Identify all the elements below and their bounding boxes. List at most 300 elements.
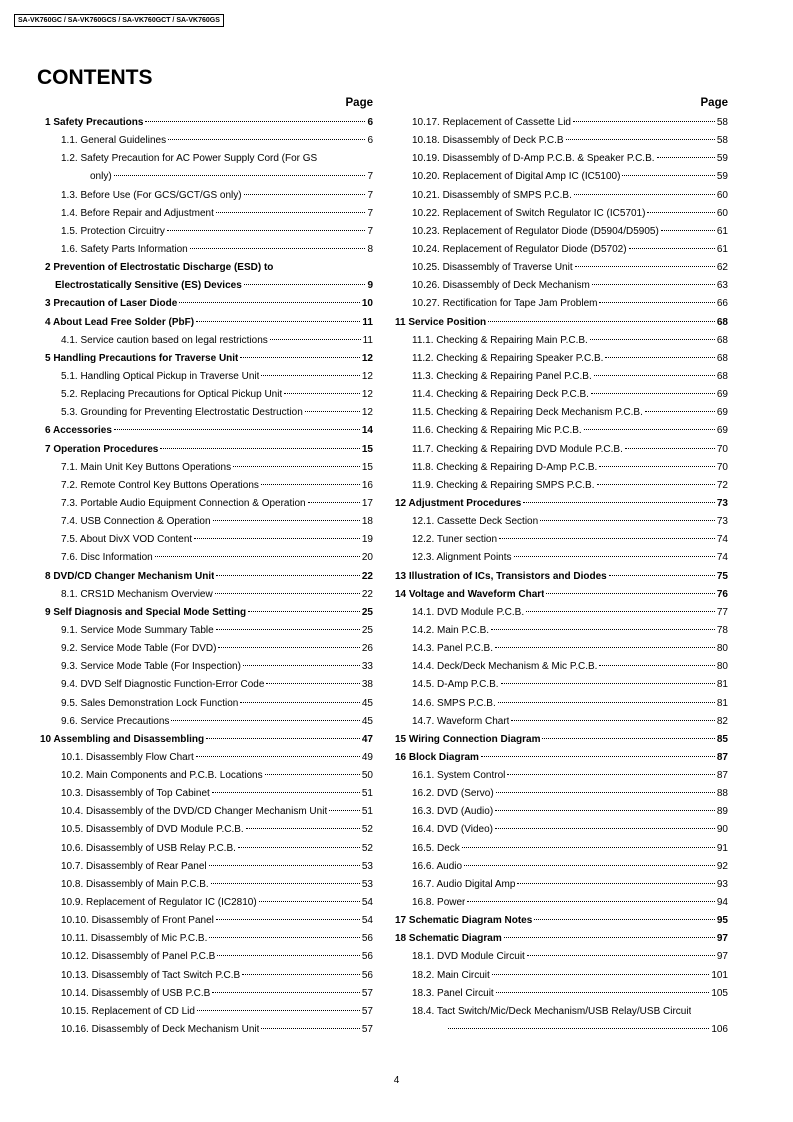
toc-entry[interactable]: [37, 821, 373, 839]
toc-entry[interactable]: [37, 840, 373, 858]
toc-entry[interactable]: [392, 586, 728, 604]
dot-leader: [145, 121, 365, 122]
dot-leader: [629, 248, 715, 249]
dot-leader: [114, 175, 366, 176]
toc-entry[interactable]: [392, 332, 728, 350]
toc-entry[interactable]: [392, 640, 728, 658]
toc-entry[interactable]: [37, 713, 373, 731]
toc-entry-page: 70: [716, 443, 728, 455]
toc-entry[interactable]: [37, 1021, 373, 1039]
toc-entry-title: 16.3. DVD (Audio): [412, 806, 494, 818]
toc-entry[interactable]: [37, 658, 373, 676]
toc-entry[interactable]: [392, 277, 728, 295]
toc-entry[interactable]: [392, 168, 728, 186]
dot-leader: [261, 375, 359, 376]
toc-entry[interactable]: [392, 803, 728, 821]
toc-entry[interactable]: [392, 459, 728, 477]
toc-entry[interactable]: [37, 422, 373, 440]
dot-leader: [507, 774, 715, 775]
toc-entry-title: 9 Self Diagnosis and Special Mode Setting: [45, 606, 247, 618]
toc-entry-title: 7.5. About DivX VOD Content: [61, 534, 193, 546]
dot-leader: [495, 647, 715, 648]
toc-entry-page: 12: [361, 407, 373, 419]
toc-entry[interactable]: [392, 1003, 728, 1021]
dot-leader: [495, 828, 715, 829]
toc-entry[interactable]: [392, 1021, 728, 1039]
toc-entry-page: 68: [716, 316, 728, 328]
toc-entry[interactable]: [392, 912, 728, 930]
dot-leader: [194, 538, 360, 539]
toc-list: [37, 114, 373, 1039]
dot-leader: [196, 756, 360, 757]
toc-entry-page: 26: [361, 643, 373, 655]
toc-entry-page: 50: [361, 770, 373, 782]
dot-leader: [211, 883, 360, 884]
toc-entry-title: 10.14. Disassembly of USB P.C.B: [61, 987, 211, 999]
toc-entry[interactable]: [392, 441, 728, 459]
toc-entry[interactable]: [37, 858, 373, 876]
page-column-header: Page: [700, 97, 728, 109]
toc-entry-page: 88: [716, 788, 728, 800]
toc-entry-page: 12: [361, 352, 373, 364]
toc-entry[interactable]: [37, 948, 373, 966]
toc-entry-page: 6: [367, 135, 373, 147]
toc-entry[interactable]: [37, 495, 373, 513]
toc-entry[interactable]: [392, 531, 728, 549]
toc-entry-page: 52: [361, 824, 373, 836]
toc-entry[interactable]: [37, 622, 373, 640]
toc-entry-page: 49: [361, 751, 373, 763]
dot-leader: [488, 321, 715, 322]
toc-entry-page: 59: [716, 171, 728, 183]
dot-leader: [657, 157, 715, 158]
toc-left-column: [37, 96, 373, 1039]
toc-entry-page: 57: [361, 1024, 373, 1036]
toc-entry[interactable]: [37, 785, 373, 803]
toc-entry-title: 16.1. System Control: [412, 770, 506, 782]
toc-entry-title: 10.2. Main Components and P.C.B. Locations: [61, 770, 263, 782]
toc-entry[interactable]: [392, 187, 728, 205]
toc-entry[interactable]: [392, 622, 728, 640]
toc-entry-title: 14.1. DVD Module P.C.B.: [412, 606, 525, 618]
dot-leader: [197, 1010, 360, 1011]
toc-entry[interactable]: [37, 187, 373, 205]
toc-entry-title: 9.2. Service Mode Table (For DVD): [61, 643, 217, 655]
toc-entry-title: 12.1. Cassette Deck Section: [412, 516, 539, 528]
dot-leader: [196, 321, 360, 322]
toc-entry-page: 69: [716, 389, 728, 401]
toc-entry[interactable]: [37, 1003, 373, 1021]
dot-leader: [329, 810, 360, 811]
toc-entry-title: 1.2. Safety Precaution for AC Power Supply Cord (For GS: [61, 153, 318, 165]
toc-entry-page: 59: [716, 153, 728, 165]
toc-entry-title: 11.1. Checking & Repairing Main P.C.B.: [412, 334, 588, 346]
toc-entry[interactable]: [37, 568, 373, 586]
toc-entry-title: 14.4. Deck/Deck Mechanism & Mic P.C.B.: [412, 661, 598, 673]
dot-leader: [240, 357, 359, 358]
dot-leader: [597, 484, 715, 485]
toc-entry-page: 14: [361, 425, 373, 437]
toc-entry[interactable]: [37, 350, 373, 368]
toc-entry[interactable]: [37, 894, 373, 912]
toc-entry[interactable]: [392, 821, 728, 839]
dot-leader: [542, 738, 714, 739]
toc-entry-title: 4 About Lead Free Solder (PbF): [45, 316, 195, 328]
toc-entry-title: 6 Accessories: [45, 425, 112, 437]
toc-entry-page: 53: [361, 878, 373, 890]
toc-entry[interactable]: [392, 894, 728, 912]
dot-leader: [240, 702, 360, 703]
dot-leader: [645, 411, 715, 412]
toc-entry[interactable]: [392, 132, 728, 150]
dot-leader: [212, 992, 360, 993]
toc-entry-title: 9.6. Service Precautions: [61, 715, 170, 727]
dot-leader: [526, 611, 715, 612]
toc-entry[interactable]: [392, 295, 728, 313]
dot-leader: [212, 792, 360, 793]
toc-entry[interactable]: [392, 495, 728, 513]
toc-entry[interactable]: [37, 695, 373, 713]
dot-leader: [216, 919, 360, 920]
toc-entry-page: 82: [716, 715, 728, 727]
dot-leader: [609, 575, 715, 576]
toc-entry-title: 18.1. DVD Module Circuit: [412, 951, 525, 963]
dot-leader: [284, 393, 360, 394]
toc-entry[interactable]: [392, 114, 728, 132]
toc-entry[interactable]: [37, 767, 373, 785]
toc-entry[interactable]: [37, 749, 373, 767]
toc-entry[interactable]: [392, 368, 728, 386]
toc-entry-title: 10.12. Disassembly of Panel P.C.B: [61, 951, 216, 963]
dot-leader: [448, 1028, 709, 1029]
toc-entry[interactable]: [37, 168, 373, 186]
toc-entry-title: 12.3. Alignment Points: [412, 552, 512, 564]
toc-entry[interactable]: [37, 930, 373, 948]
toc-entry[interactable]: [37, 549, 373, 567]
dot-leader: [209, 937, 360, 938]
toc-entry-page: 87: [716, 751, 728, 763]
toc-entry-page: 87: [716, 770, 728, 782]
toc-entry-title: 11.2. Checking & Repairing Speaker P.C.B.: [412, 352, 604, 364]
toc-entry-page: 7: [367, 207, 373, 219]
toc-entry-page: 66: [716, 298, 728, 310]
toc-entry-title: 11.6. Checking & Repairing Mic P.C.B.: [412, 425, 582, 437]
toc-entry-title: 3 Precaution of Laser Diode: [45, 298, 178, 310]
toc-entry-page: 52: [361, 842, 373, 854]
toc-entry-title: 16 Block Diagram: [395, 751, 479, 763]
toc-entry-title: 7 Operation Procedures: [45, 443, 159, 455]
toc-entry-page: 51: [361, 788, 373, 800]
toc-entry[interactable]: [37, 114, 373, 132]
toc-entry[interactable]: [37, 332, 373, 350]
toc-entry[interactable]: [392, 749, 728, 767]
toc-entry[interactable]: [392, 658, 728, 676]
toc-entry-page: 45: [361, 715, 373, 727]
dot-leader: [661, 230, 715, 231]
dot-leader: [492, 974, 710, 975]
toc-entry[interactable]: [392, 549, 728, 567]
toc-entry-title: 5.1. Handling Optical Pickup in Traverse Unit: [61, 370, 260, 382]
dot-leader: [244, 194, 366, 195]
toc-entry[interactable]: [37, 985, 373, 1003]
toc-entry-page: 45: [361, 697, 373, 709]
toc-entry-page: 56: [361, 951, 373, 963]
toc-entry-title: 10.25. Disassembly of Traverse Unit: [412, 262, 573, 274]
toc-entry[interactable]: [392, 930, 728, 948]
dot-leader: [167, 230, 366, 231]
toc-entry[interactable]: [37, 314, 373, 332]
dot-leader: [622, 175, 714, 176]
toc-entry[interactable]: [392, 422, 728, 440]
toc-entry-title: 10.16. Disassembly of Deck Mechanism Unit: [61, 1024, 260, 1036]
toc-entry-title: 10.18. Disassembly of Deck P.C.B: [412, 135, 564, 147]
toc-entry-title: 7.3. Portable Audio Equipment Connection & Operation: [61, 497, 306, 509]
toc-entry-page: 62: [716, 262, 728, 274]
toc-entry-title: 1.4. Before Repair and Adjustment: [61, 207, 214, 219]
dot-leader: [206, 738, 360, 739]
dot-leader: [584, 429, 715, 430]
toc-entry-page: 92: [716, 860, 728, 872]
toc-entry[interactable]: [392, 314, 728, 332]
dot-leader: [499, 538, 715, 539]
dot-leader: [155, 556, 360, 557]
toc-entry[interactable]: [37, 223, 373, 241]
toc-entry-title: 12 Adjustment Procedures: [395, 497, 522, 509]
toc-entry-title: 5.2. Replacing Precautions for Optical Pickup Unit: [61, 389, 283, 401]
toc-entry-page: 19: [361, 534, 373, 546]
toc-entry[interactable]: [392, 676, 728, 694]
toc-entry-title: 11 Service Position: [395, 316, 487, 328]
toc-entry-page: 17: [361, 497, 373, 509]
dot-leader: [590, 339, 715, 340]
toc-entry-title: 1.1. General Guidelines: [61, 135, 167, 147]
toc-entry-title: 10.3. Disassembly of Top Cabinet: [61, 788, 210, 800]
dot-leader: [233, 466, 360, 467]
dot-leader: [517, 883, 714, 884]
toc-entry-page: 25: [361, 624, 373, 636]
toc-entry[interactable]: [37, 912, 373, 930]
toc-entry-page: 76: [716, 588, 728, 600]
toc-entry[interactable]: [37, 132, 373, 150]
toc-entry-page: 95: [716, 915, 728, 927]
toc-entry[interactable]: [392, 477, 728, 495]
toc-entry[interactable]: [37, 295, 373, 313]
toc-entry-page: 61: [716, 225, 728, 237]
dot-leader: [160, 448, 360, 449]
toc-entry[interactable]: [37, 277, 373, 295]
dot-leader: [246, 828, 360, 829]
toc-entry[interactable]: [37, 404, 373, 422]
toc-entry[interactable]: [392, 713, 728, 731]
toc-entry[interactable]: [37, 876, 373, 894]
toc-entry-title: 16.4. DVD (Video): [412, 824, 493, 836]
toc-entry-title: 10.10. Disassembly of Front Panel: [61, 915, 214, 927]
toc-entry-page: 15: [361, 443, 373, 455]
dot-leader: [305, 411, 360, 412]
toc-entry-title: 11.9. Checking & Repairing SMPS P.C.B.: [412, 479, 595, 491]
dot-leader: [496, 792, 715, 793]
toc-entry-page: 16: [361, 479, 373, 491]
dot-leader: [599, 466, 715, 467]
toc-entry[interactable]: [392, 858, 728, 876]
dot-leader: [540, 520, 715, 521]
toc-entry-title: 10.24. Replacement of Regulator Diode (D5702): [412, 243, 627, 255]
toc-entry-title: 10.27. Rectification for Tape Jam Problem: [412, 298, 598, 310]
toc-entry-title: 1.3. Before Use (For GCS/GCT/GS only): [61, 189, 242, 201]
toc-entry-title: 5.3. Grounding for Preventing Electrostatic Destruction: [61, 407, 303, 419]
dot-leader: [534, 919, 715, 920]
toc-entry-title: 10.9. Replacement of Regulator IC (IC2810): [61, 897, 257, 909]
toc-entry[interactable]: [392, 695, 728, 713]
toc-entry[interactable]: [392, 350, 728, 368]
toc-entry[interactable]: [392, 223, 728, 241]
toc-entry-title: 9.5. Sales Demonstration Lock Function: [61, 697, 239, 709]
toc-entry-title: 11.5. Checking & Repairing Deck Mechanism P.C.B.: [412, 407, 643, 419]
toc-entry-title: 10 Assembling and Disassembling: [40, 733, 205, 745]
toc-entry-page: 106: [711, 1024, 728, 1036]
toc-entry-page: 78: [716, 624, 728, 636]
toc-entry[interactable]: [37, 640, 373, 658]
toc-entry-page: 97: [716, 951, 728, 963]
toc-entry[interactable]: [392, 604, 728, 622]
toc-entry-page: 77: [716, 606, 728, 618]
toc-entry[interactable]: [37, 803, 373, 821]
toc-entry-title: 10.22. Replacement of Switch Regulator IC (IC5701): [412, 207, 646, 219]
toc-entry-page: 15: [361, 461, 373, 473]
toc-entry-page: 68: [716, 370, 728, 382]
dot-leader: [527, 955, 715, 956]
toc-entry-title: only): [90, 171, 112, 183]
toc-entry[interactable]: [37, 604, 373, 622]
dot-leader: [491, 629, 715, 630]
toc-entry[interactable]: [392, 259, 728, 277]
dot-leader: [591, 393, 715, 394]
dot-leader: [605, 357, 714, 358]
toc-entry-title: 5 Handling Precautions for Traverse Unit: [45, 352, 239, 364]
toc-entry[interactable]: [37, 531, 373, 549]
toc-entry-title: 8 DVD/CD Changer Mechanism Unit: [45, 570, 215, 582]
toc-entry-page: 53: [361, 860, 373, 872]
toc-entry-page: 7: [367, 225, 373, 237]
toc-entry[interactable]: [392, 785, 728, 803]
toc-entry[interactable]: [392, 241, 728, 259]
toc-entry[interactable]: [392, 767, 728, 785]
toc-entry-page: 54: [361, 897, 373, 909]
toc-entry[interactable]: [37, 368, 373, 386]
dot-leader: [504, 937, 715, 938]
toc-entry[interactable]: [37, 205, 373, 223]
toc-entry-title: 11.8. Checking & Repairing D-Amp P.C.B.: [412, 461, 598, 473]
toc-entry[interactable]: [37, 259, 373, 277]
toc-entry[interactable]: [392, 513, 728, 531]
toc-entry-title: 10.19. Disassembly of D-Amp P.C.B. & Speaker P.C.B.: [412, 153, 655, 165]
dot-leader: [238, 847, 360, 848]
toc-entry-title: 10.21. Disassembly of SMPS P.C.B.: [412, 189, 572, 201]
toc-entry-title: 14.2. Main P.C.B.: [412, 624, 490, 636]
toc-entry-title: 1 Safety Precautions: [45, 117, 144, 128]
toc-entry-title: 14.6. SMPS P.C.B.: [412, 697, 496, 709]
toc-entry-page: 63: [716, 280, 728, 292]
toc-entry-page: 6: [367, 117, 373, 128]
toc-entry-page: 56: [361, 969, 373, 981]
toc-entry[interactable]: [37, 586, 373, 604]
toc-entry[interactable]: [37, 150, 373, 168]
toc-entry-page: 12: [361, 389, 373, 401]
toc-entry[interactable]: [37, 967, 373, 985]
toc-entry-page: 12: [361, 370, 373, 382]
dot-leader: [467, 901, 715, 902]
dot-leader: [574, 194, 715, 195]
toc-entry[interactable]: [392, 386, 728, 404]
toc-entry[interactable]: [392, 876, 728, 894]
toc-entry[interactable]: [37, 441, 373, 459]
toc-entry[interactable]: [37, 731, 373, 749]
toc-entry-title: 7.4. USB Connection & Operation: [61, 516, 211, 528]
toc-entry[interactable]: [392, 205, 728, 223]
toc-entry-title: 8.1. CRS1D Mechanism Overview: [61, 588, 213, 600]
toc-entry[interactable]: [37, 241, 373, 259]
toc-entry[interactable]: [392, 731, 728, 749]
toc-entry-page: 18: [361, 516, 373, 528]
toc-entry[interactable]: [37, 676, 373, 694]
toc-entry[interactable]: [392, 404, 728, 422]
toc-entry[interactable]: [392, 150, 728, 168]
model-codes-header: SA-VK760GC / SA-VK760GCS / SA-VK760GCT / SA-VK760GS: [14, 14, 224, 27]
dot-leader: [243, 665, 360, 666]
toc-entry[interactable]: [392, 985, 728, 1003]
toc-entry-page: 51: [361, 806, 373, 818]
toc-entry-page: 80: [716, 643, 728, 655]
toc-entry-page: 47: [361, 733, 373, 745]
toc-entry-title: 9.1. Service Mode Summary Table: [61, 624, 214, 636]
toc-entry[interactable]: [37, 477, 373, 495]
toc-entry-title: 16.2. DVD (Servo): [412, 788, 494, 800]
dot-leader: [190, 248, 366, 249]
toc-entry[interactable]: [392, 948, 728, 966]
toc-entry-title: 11.3. Checking & Repairing Panel P.C.B.: [412, 370, 592, 382]
toc-entry-title: 18.3. Panel Circuit: [412, 987, 494, 999]
toc-entry-page: 60: [716, 207, 728, 219]
page-column-header: Page: [345, 97, 373, 109]
toc-entry[interactable]: [37, 459, 373, 477]
toc-entry-title: 13 Illustration of ICs, Transistors and Diodes: [395, 570, 607, 582]
toc-entry-title: 16.6. Audio: [412, 860, 463, 872]
toc-entry-page: 25: [361, 606, 373, 618]
dot-leader: [179, 302, 360, 303]
dot-leader: [511, 720, 714, 721]
toc-entry-title: 10.13. Disassembly of Tact Switch P.C.B: [61, 969, 241, 981]
toc-entry-page: 7: [367, 189, 373, 201]
toc-entry-page: 57: [361, 1005, 373, 1017]
toc-entry-page: 85: [716, 733, 728, 745]
toc-right-column: [392, 96, 728, 1039]
toc-entry-page: 70: [716, 461, 728, 473]
toc-entry[interactable]: [392, 967, 728, 985]
toc-entry-title: 10.7. Disassembly of Rear Panel: [61, 860, 207, 872]
toc-entry[interactable]: [37, 386, 373, 404]
dot-leader: [464, 865, 715, 866]
dot-leader: [575, 266, 715, 267]
toc-entry-title: 4.1. Service caution based on legal restrictions: [61, 334, 268, 346]
toc-entry-title: 16.7. Audio Digital Amp: [412, 878, 516, 890]
toc-entry-page: 101: [711, 969, 728, 981]
toc-entry-page: 54: [361, 915, 373, 927]
toc-entry[interactable]: [392, 568, 728, 586]
toc-entry[interactable]: [37, 513, 373, 531]
toc-entry-title: 10.1. Disassembly Flow Chart: [61, 751, 194, 763]
toc-entry[interactable]: [392, 840, 728, 858]
toc-entry-title: 10.11. Disassembly of Mic P.C.B.: [61, 933, 208, 945]
